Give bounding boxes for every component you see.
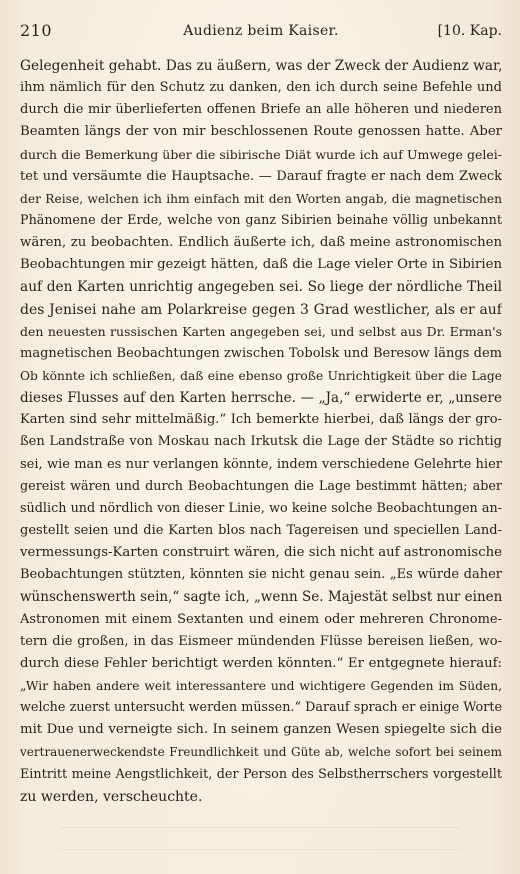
text-line: Beamten längs der von mir beschlossenen Route genossen hatte. Aber bbox=[20, 124, 502, 140]
text-line: tet und versäumte die Hauptsache. — Darauf fragte er nach dem Zweck bbox=[20, 168, 502, 184]
text-line: vermessungs-Karten construirt wären, die sich nicht auf astronomische bbox=[20, 545, 502, 561]
text-line: dieses Flusses auf den Karten herrsche. — „Ja,“ erwiderte er, „unsere bbox=[20, 390, 502, 407]
text-line: der Reise, welchen ich ihm einfach mit den Worten angab, die magnetischen bbox=[20, 191, 502, 206]
text-line: „Wir haben andere weit interessantere und wichtigere Gegenden im Süden, bbox=[20, 678, 502, 693]
text-line: Astronomen mit einem Sextanten und einem oder mehreren Chronome- bbox=[20, 611, 502, 627]
text-line: ihm nämlich für den Schutz zu danken, den ich durch seine Befehle und bbox=[20, 80, 502, 96]
text-line: gereist wären und durch Beobachtungen die Lage bestimmt hätten; aber bbox=[20, 478, 502, 494]
text-line: wären, zu beobachten. Endlich äußerte ich, daß meine astronomischen bbox=[20, 235, 502, 251]
text-line: magnetischen Beobachtungen zwischen Tobolsk und Beresow längs dem bbox=[20, 345, 502, 361]
text-line: tern die großen, in das Eismeer mündenden Flüsse bereisen ließen, wo- bbox=[20, 633, 502, 649]
page-header bbox=[20, 20, 502, 42]
text-line: des Jenisei nahe am Polarkreise gegen 3 Grad westlicher, als er auf bbox=[20, 301, 502, 318]
text-line: Gelegenheit gehabt. Das zu äußern, was der Zweck der Audienz war, bbox=[20, 58, 502, 74]
text-line: gestellt seien und die Karten blos nach Tagereisen und speciellen Land- bbox=[20, 522, 502, 538]
text-line: Beobachtungen mir gezeigt hätten, daß die Lage vieler Orte in Sibirien bbox=[20, 257, 502, 273]
text-line: mit Due und verneigte sich. In seinem ganzen Wesen spiegelte sich die bbox=[20, 722, 502, 738]
text-line: ßen Landstraße von Moskau nach Irkutsk die Lage der Städte so richtig bbox=[20, 434, 502, 450]
text-line: vertrauenerweckendste Freundlichkeit und Güte ab, welche sofort bei seinem bbox=[20, 745, 502, 760]
text-line: südlich und nördlich von dieser Linie, wo keine solche Beobachtungen an- bbox=[20, 500, 502, 516]
text-line: Eintritt meine Aengstlichkeit, der Person des Selbstherrschers vorgestellt bbox=[20, 766, 502, 782]
running-head: Audienz beim Kaiser. bbox=[183, 23, 339, 39]
text-line: durch die Bemerkung über die sibirische Diät wurde ich auf Umwege gelei- bbox=[20, 146, 502, 162]
text-line: Karten sind sehr mittelmäßig.“ Ich bemerkte hierbei, daß längs der gro- bbox=[20, 412, 502, 428]
text-line: sei, wie man es nur verlangen könnte, indem verschiedene Gelehrte hier bbox=[20, 456, 502, 472]
chapter-marker: [10. Kap. bbox=[437, 23, 502, 39]
text-line: zu werden, verscheuchte. bbox=[20, 788, 203, 805]
text-line: Beobachtungen stützten, könnten sie nicht genau sein. „Es würde daher bbox=[20, 567, 502, 583]
text-line: Phänomene der Erde, welche von ganz Sibirien beinahe völlig unbekannt bbox=[20, 212, 502, 228]
text-line: auf den Karten unrichtig angegeben sei. So liege der nördliche Theil bbox=[20, 279, 502, 296]
text-line: wünschenswerth sein,“ sagte ich, „wenn Se. Majestät selbst nur einen bbox=[20, 589, 502, 606]
show-through-texture bbox=[60, 820, 460, 850]
text-line: durch diese Fehler berichtigt werden könnten.“ Er entgegnete hierauf: bbox=[20, 655, 502, 671]
text-line: den neuesten russischen Karten angegeben sei, und selbst aus Dr. Erman's bbox=[20, 323, 502, 339]
text-line: Ob könnte ich schließen, daß eine ebenso große Unrichtigkeit über die Lage bbox=[20, 368, 502, 383]
text-line: welche zuerst untersucht werden müssen.“ Darauf sprach er einige Worte bbox=[20, 700, 502, 716]
body-text bbox=[20, 55, 502, 808]
page-number: 210 bbox=[20, 21, 53, 40]
text-line: durch die mir überlieferten offenen Briefe an alle höheren und niederen bbox=[20, 102, 502, 118]
